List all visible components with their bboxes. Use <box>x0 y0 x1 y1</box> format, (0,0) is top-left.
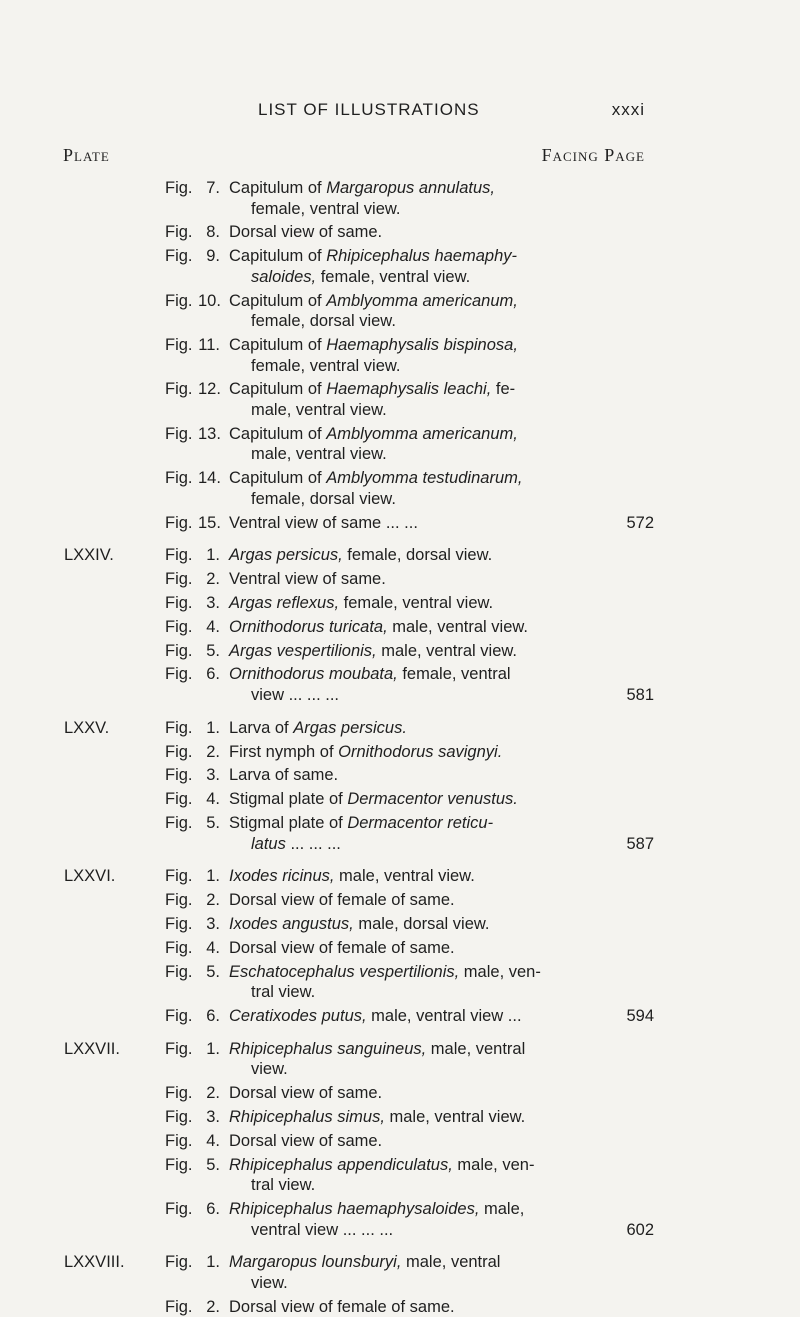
fig-label: Fig. <box>165 641 193 660</box>
figure-description <box>229 664 511 684</box>
entry-text-segment: Capitulum of <box>229 179 327 197</box>
fig-label: Fig. <box>165 938 193 957</box>
fig-number: 4. <box>206 1131 220 1150</box>
figure-description-continued <box>251 834 341 854</box>
entry-text-segment: Dermacentor venustus. <box>347 790 518 809</box>
entry-text-segment: Rhipicephalus haemaphysaloides, <box>229 1200 480 1218</box>
figure-description <box>229 890 455 910</box>
plate-number: LXXVIII. <box>64 1253 125 1272</box>
fig-label: Fig. <box>165 790 193 809</box>
entry-text-segment: male, ventral view. <box>334 867 475 886</box>
entry-text-segment: Amblyomma testudinarum, <box>326 469 523 488</box>
entry-text-segment: male, ventral view ... <box>366 1007 522 1025</box>
figure-description-continued: male, ventral view. <box>251 445 387 464</box>
fig-number: 6. <box>206 1200 220 1218</box>
fig-number: 14. <box>198 469 221 488</box>
plate-number: LXXVI. <box>64 867 116 886</box>
facing-page-number: 572 <box>626 513 654 532</box>
fig-number: 5. <box>206 1155 220 1174</box>
fig-number: 1. <box>206 1253 220 1272</box>
fig-label: Fig. <box>165 665 193 684</box>
entry-text-segment: Rhipicephalus sanguineus, <box>229 1039 427 1058</box>
entry-text-segment: Ornithodorus moubata, <box>229 665 398 684</box>
fig-label: Fig. <box>165 546 193 565</box>
fig-label: Fig. <box>165 891 193 910</box>
entry-text-segment: Amblyomma americanum, <box>326 424 518 443</box>
figure-description <box>229 379 515 399</box>
fig-label: Fig. <box>165 915 193 933</box>
facing-page-number: 581 <box>626 686 654 704</box>
fig-number: 2. <box>206 742 220 761</box>
figure-description <box>229 914 489 934</box>
fig-number: 4. <box>206 617 220 636</box>
fig-number: 2. <box>206 570 220 589</box>
header-title: LIST OF ILLUSTRATIONS <box>258 100 480 119</box>
fig-number: 3. <box>206 915 220 933</box>
figure-description <box>229 246 517 266</box>
fig-label: Fig. <box>165 814 193 832</box>
figure-description <box>229 866 475 886</box>
entry-text-segment: Dermacentor reticu- <box>347 814 494 832</box>
fig-number: 5. <box>206 962 220 981</box>
entry-text-segment: Amblyomma americanum, <box>326 291 518 310</box>
fig-number: 1. <box>206 1039 220 1058</box>
column-heading-plate: Plate <box>63 145 110 165</box>
fig-label: Fig. <box>165 291 193 310</box>
fig-label: Fig. <box>165 469 193 488</box>
entry-text-segment: Eschatocephalus vespertilionis, <box>229 962 460 981</box>
figure-description <box>229 569 386 589</box>
entry-text-segment: female, dorsal view. <box>342 546 493 565</box>
figure-description <box>229 1039 525 1059</box>
entry-text-segment: male, ventral view. <box>387 617 528 636</box>
entry-text-segment: Dorsal view of same. <box>229 1084 383 1103</box>
fig-label: Fig. <box>165 1155 193 1174</box>
figure-description <box>229 468 522 488</box>
fig-label: Fig. <box>165 336 193 354</box>
entry-text-segment: Argas persicus, <box>229 546 343 565</box>
figure-description-continued: tral view. <box>251 1176 316 1195</box>
fig-number: 9. <box>206 247 220 266</box>
figure-description <box>229 742 502 762</box>
figure-description <box>229 1107 525 1127</box>
entry-text-segment: Argas vespertilionis, <box>229 641 377 660</box>
entry-text-segment: Stigmal plate of <box>229 814 348 832</box>
figure-description-continued: view ... ... ... <box>251 686 340 704</box>
fig-number: 3. <box>206 1108 220 1126</box>
figure-description <box>229 291 518 311</box>
plate-number: LXXV. <box>64 718 110 737</box>
fig-label: Fig. <box>165 617 193 636</box>
column-heading-facing-page: Facing Page <box>541 145 645 165</box>
fig-label: Fig. <box>165 718 193 737</box>
entry-text-segment: Larva of same. <box>229 766 339 785</box>
entry-text-segment: male, ven- <box>452 1155 535 1174</box>
entry-text-segment: Larva of <box>229 718 294 737</box>
entry-text-segment: male, <box>479 1200 525 1218</box>
figure-description <box>229 813 493 833</box>
entry-text-segment: ... ... ... <box>285 834 341 853</box>
entry-text-segment: Capitulum of <box>229 291 327 310</box>
fig-number: 1. <box>206 546 220 565</box>
fig-label: Fig. <box>165 1108 193 1126</box>
entry-text-segment: Capitulum of <box>229 247 327 266</box>
fig-label: Fig. <box>165 570 193 589</box>
entry-text-segment: Dorsal view of female of same. <box>229 1297 455 1316</box>
fig-label: Fig. <box>165 1039 193 1058</box>
fig-number: 5. <box>206 641 220 660</box>
fig-number: 10. <box>198 291 221 310</box>
entry-text-segment: male, dorsal view. <box>353 915 490 933</box>
facing-page-number: 594 <box>626 1007 654 1025</box>
fig-label: Fig. <box>165 179 193 197</box>
figure-description <box>229 938 455 958</box>
entry-text-segment: Argas persicus. <box>293 718 407 737</box>
entry-text-segment: Ornithodorus savignyi. <box>338 742 503 761</box>
entry-text-segment: female, ventral view. <box>316 267 471 286</box>
figure-description-continued: female, dorsal view. <box>251 489 396 508</box>
entry-text-segment: male, ventral <box>426 1039 526 1058</box>
entry-text-segment: Capitulum of <box>229 336 327 354</box>
fig-label: Fig. <box>165 1253 193 1272</box>
figure-description <box>229 765 338 785</box>
entry-text-segment: Capitulum of <box>229 469 327 488</box>
entry-text-segment: Margaropus annulatus, <box>326 179 495 197</box>
entry-text-segment: male, ven- <box>459 962 541 981</box>
entry-text-segment: Ventral view of same. <box>229 570 386 589</box>
fig-number: 4. <box>206 938 220 957</box>
entry-text-segment: Dorsal view of female of same. <box>229 938 455 957</box>
figure-description <box>229 1252 500 1272</box>
fig-label: Fig. <box>165 766 193 785</box>
fig-label: Fig. <box>165 424 193 443</box>
figure-description <box>229 718 407 738</box>
fig-label: Fig. <box>165 1084 193 1103</box>
entry-text-segment: First nymph of <box>229 742 339 761</box>
entry-text-segment: Margaropus lounsburyi, <box>229 1253 402 1272</box>
entry-text-segment: Stigmal plate of <box>229 790 348 809</box>
fig-label: Fig. <box>165 742 193 761</box>
figure-description <box>229 178 495 198</box>
fig-number: 2. <box>206 1297 220 1316</box>
figure-description-continued: ventral view ... ... ... <box>251 1220 394 1239</box>
fig-number: 2. <box>206 891 220 910</box>
fig-label: Fig. <box>165 223 193 242</box>
entry-text-segment: Ixodes ricinus, <box>229 867 335 886</box>
fig-number: 1. <box>206 867 220 886</box>
entry-text-segment: fe- <box>491 380 516 399</box>
figure-description-continued: female, ventral view. <box>251 199 401 218</box>
figure-description <box>229 335 518 355</box>
fig-number: 8. <box>206 223 220 242</box>
figure-description <box>229 1083 382 1103</box>
entry-text-segment: latus <box>251 834 286 853</box>
fig-label: Fig. <box>165 513 193 532</box>
figure-description-continued: female, dorsal view. <box>251 312 396 331</box>
figure-description <box>229 424 518 444</box>
figure-description <box>229 1131 382 1151</box>
figure-description <box>229 513 418 533</box>
entry-text-segment: male, ventral <box>401 1253 501 1272</box>
entry-text-segment: Dorsal view of same. <box>229 1131 383 1150</box>
figure-description-continued: view. <box>251 1060 288 1079</box>
figure-description-continued: male, ventral view. <box>251 401 387 419</box>
entry-text-segment: female, ventral <box>397 665 511 684</box>
fig-label: Fig. <box>165 962 193 981</box>
figure-description <box>229 962 541 982</box>
fig-label: Fig. <box>165 1007 193 1025</box>
figure-description <box>229 641 517 661</box>
entry-text-segment: Argas reflexus, <box>229 594 340 612</box>
figure-description-continued: female, ventral view. <box>251 356 401 375</box>
fig-label: Fig. <box>165 380 193 399</box>
entry-text-segment: Capitulum of <box>229 380 327 399</box>
header-page-number: xxxi <box>611 100 645 119</box>
fig-label: Fig. <box>165 867 193 886</box>
fig-number: 15. <box>198 513 221 532</box>
figure-description <box>229 1155 534 1175</box>
figure-description-continued <box>251 267 470 287</box>
fig-number: 13. <box>198 424 221 443</box>
fig-number: 5. <box>206 814 220 832</box>
plate-number: LXXIV. <box>64 546 114 565</box>
entry-text-segment: saloides, <box>251 267 317 286</box>
figure-description <box>229 1199 524 1219</box>
running-header <box>258 100 645 122</box>
figure-description <box>229 545 492 565</box>
facing-page-number: 602 <box>626 1220 654 1239</box>
plate-number: LXXVII. <box>64 1039 120 1058</box>
entry-text-segment: Ventral view of same ... ... <box>229 513 418 532</box>
figure-description <box>229 222 382 242</box>
entry-text-segment: female, ventral view. <box>339 594 494 612</box>
fig-label: Fig. <box>165 247 193 266</box>
entry-text-segment: Haemaphysalis bispinosa, <box>326 336 518 354</box>
fig-number: 3. <box>206 594 220 612</box>
entry-text-segment: Rhipicephalus appendiculatus, <box>229 1155 453 1174</box>
figure-description-continued: view. <box>251 1274 288 1292</box>
facing-page-number: 587 <box>626 834 654 853</box>
fig-label: Fig. <box>165 1297 193 1316</box>
fig-number: 2. <box>206 1084 220 1103</box>
figure-description <box>229 593 493 613</box>
fig-number: 7. <box>206 179 220 197</box>
entry-text-segment: Ixodes angustus, <box>229 915 354 933</box>
fig-number: 6. <box>206 1007 220 1025</box>
entry-text-segment: Rhipicephalus simus, <box>229 1108 385 1126</box>
fig-label: Fig. <box>165 1131 193 1150</box>
entry-text-segment: Ornithodorus turicata, <box>229 617 388 636</box>
figure-description-continued: tral view. <box>251 983 316 1002</box>
entry-text-segment: Haemaphysalis leachi, <box>326 380 492 399</box>
fig-label: Fig. <box>165 594 193 612</box>
fig-number: 4. <box>206 790 220 809</box>
fig-number: 1. <box>206 718 220 737</box>
entry-text-segment: Dorsal view of same. <box>229 223 383 242</box>
figure-description <box>229 1006 522 1026</box>
entry-text-segment: Rhipicephalus haemaphy- <box>326 247 517 266</box>
entry-text-segment: Dorsal view of female of same. <box>229 891 455 910</box>
entry-text-segment: male, ventral view. <box>384 1108 526 1126</box>
fig-number: 12. <box>198 380 221 399</box>
figure-description <box>229 617 528 637</box>
entry-text-segment: male, ventral view. <box>376 641 517 660</box>
figure-description <box>229 789 518 809</box>
fig-number: 11. <box>198 336 220 354</box>
fig-number: 6. <box>206 665 220 684</box>
entry-text-segment: Capitulum of <box>229 424 327 443</box>
entry-text-segment: Ceratixodes putus, <box>229 1007 367 1025</box>
fig-label: Fig. <box>165 1200 193 1218</box>
fig-number: 3. <box>206 766 220 785</box>
figure-description <box>229 1297 455 1317</box>
